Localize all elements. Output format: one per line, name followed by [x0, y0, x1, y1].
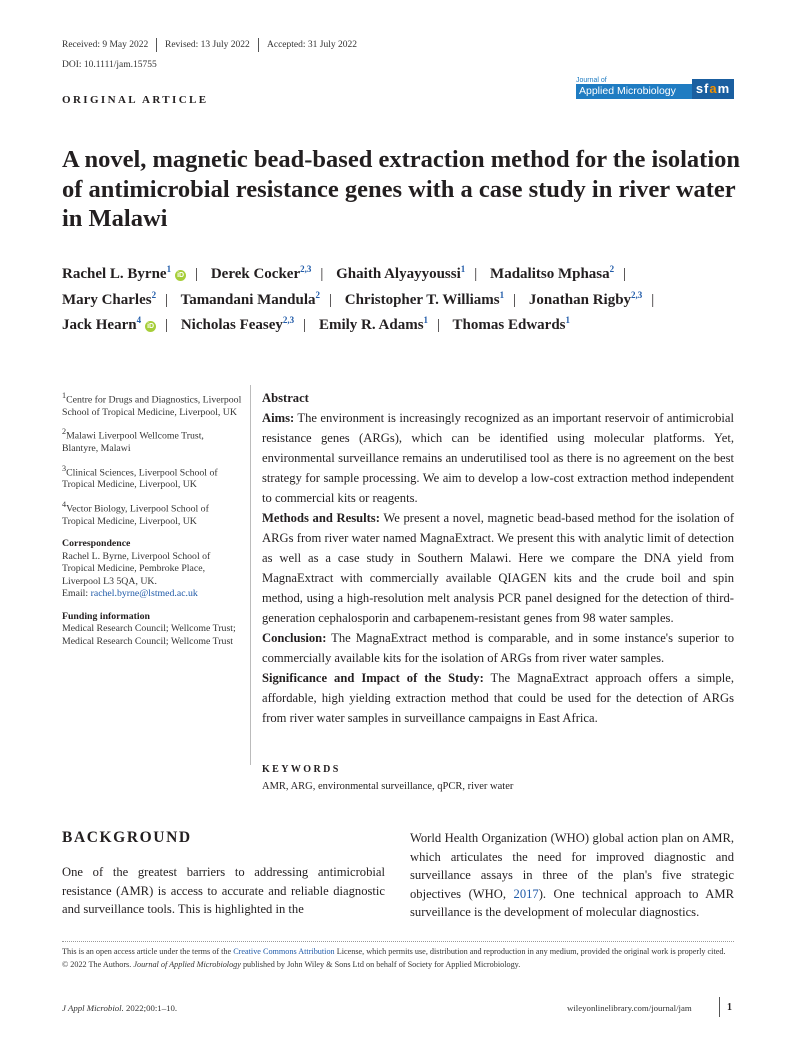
author-separator: | — [623, 266, 627, 282]
affiliation — [62, 426, 242, 455]
affiliation-text: Clinical Sciences, Liverpool School of Tropical Medicine, Liverpool, UK — [62, 466, 218, 491]
background-col2 — [410, 829, 734, 922]
header-separator — [156, 38, 157, 52]
author-name[interactable]: Jonathan Rigby — [528, 291, 632, 308]
author-name[interactable]: Derek Cocker — [210, 266, 301, 282]
journal-logo-top: Journal of — [576, 77, 607, 84]
author-name[interactable]: Mary Charles — [62, 291, 152, 308]
license-footer — [62, 946, 734, 971]
author-separator: | — [320, 266, 324, 282]
copyright-part: published by John Wiley & Sons Ltd on behalf of Society for Applied Microbiology. — [240, 960, 521, 969]
journal-logo[interactable] — [576, 79, 734, 99]
article-title: A novel, magnetic bead-based extraction method for the isolation of antimicrobial resistance genes with a case study in river water in Malawi — [62, 146, 741, 232]
author-name[interactable]: Emily R. Adams — [318, 317, 424, 333]
author-affiliation-mark: 4 — [136, 315, 142, 325]
author-separator: | — [437, 317, 441, 333]
author-separator: | — [165, 291, 169, 308]
author-affiliation-mark: 1 — [423, 315, 429, 325]
author-affiliation-mark: 2 — [151, 289, 157, 300]
abstract-section — [262, 408, 734, 508]
affiliation-number: 2 — [62, 427, 67, 437]
orcid-icon[interactable]: iD — [177, 272, 185, 279]
author-affiliation-mark: 1 — [166, 264, 172, 274]
affiliation — [62, 390, 242, 419]
abstract-section-text: The MagnaExtract method is comparable, and in some instance's superior to commercially available kits for the isolation of ARGs from river water samples. — [262, 631, 735, 665]
author-separator: | — [328, 291, 332, 308]
email-label: Email: — [62, 588, 91, 600]
page-number: 1 — [727, 1002, 732, 1013]
author-separator: | — [165, 317, 169, 333]
journal-url[interactable]: wileyonlinelibrary.com/journal/jam — [567, 1003, 692, 1013]
correspondence — [62, 538, 242, 601]
author-name[interactable]: Jack Hearn — [62, 317, 137, 333]
abstract-section-text: We present a novel, magnetic bead-based method for the isolation of ARGs from river water named MagnaExtract. We present this with analytic limit of detection as well as a case study in Southern Malawi. Here we compare the DNA yield from MagnaExtract with commercially available QIAGEN kits and the crude boil and spin method, using a high-resolution melt analysis PCR panel designed for the detection of third-generation cephalosporin and carbapenem-resistant genes from 98 water samples. — [262, 511, 735, 625]
author-name[interactable]: Nicholas Feasey — [180, 317, 283, 333]
abstract-section-text: The environment is increasingly recognized as an important reservoir of antimicrobial resistance genes (ARGs), which can be identified using molecular platforms. Yet, environmental surveillance remains an underutilised tool as there is no agreement on the best strategy for sample processing. We aim to develop a low-cost extraction method independent to commercial kits or reagents. — [262, 411, 734, 505]
col2-text: World Health Organization (WHO) global action plan on AMR, which articulates the need for improved diagnostic and surveillance assays in three of the plan's five strategic objectives (WHO, — [410, 831, 734, 901]
article-type: ORIGINAL ARTICLE — [62, 94, 209, 106]
abstract-section-label: Methods and Results: — [262, 511, 380, 525]
sfam-logo-icon: sfam — [692, 79, 734, 99]
keywords-text: AMR, ARG, environmental surveillance, qPCR, river water — [262, 781, 514, 792]
footer-divider — [62, 941, 734, 942]
page-separator — [719, 997, 720, 1017]
citation-journal: J Appl Microbiol. — [62, 1003, 124, 1013]
citation-link[interactable]: 2017 — [513, 886, 539, 901]
revised-date: Revised: 13 July 2022 — [165, 40, 250, 50]
affiliations — [62, 390, 242, 528]
affiliation-text: Malawi Liverpool Wellcome Trust, Blantyre, Malawi — [62, 430, 204, 455]
author-affiliation-mark: 1 — [460, 264, 466, 274]
author-separator: | — [195, 266, 199, 282]
affiliation-number: 1 — [62, 391, 67, 400]
author-name[interactable]: Rachel L. Byrne — [62, 266, 167, 282]
author-name[interactable]: Thomas Edwards — [452, 317, 566, 333]
license-text-part: License, which permits use, distribution and reproduction in any medium, provided the original work is properly cited. — [334, 947, 726, 956]
correspondence-email-line — [62, 588, 242, 601]
author-name[interactable]: Tamandani Mandula — [180, 291, 316, 308]
affiliation — [62, 463, 242, 492]
col2-text: ). One technical approach to AMR surveillance is the development of molecular diagnostics. — [410, 886, 734, 920]
license-link[interactable]: Creative Commons Attribution — [233, 947, 335, 956]
author-affiliation-mark: 1 — [565, 315, 570, 325]
funding-text: Medical Research Council; Wellcome Trust; Medical Research Council; Wellcome Trust — [62, 623, 236, 647]
orcid-icon[interactable]: iD — [147, 323, 155, 330]
abstract-section-label: Aims: — [262, 411, 295, 425]
affiliation-number: 4 — [62, 499, 67, 509]
affiliation-number: 3 — [62, 463, 67, 473]
background-col1: One of the greatest barriers to addressing antimicrobial resistance (AMR) is access to accurate and reliable diagnostic and surveillance tools. This is highlighted in the — [62, 865, 385, 917]
author-affiliation-mark: 2 — [315, 289, 320, 300]
author-affiliation-mark: 1 — [499, 289, 505, 300]
license-text — [62, 946, 734, 958]
author-separator: | — [474, 266, 478, 282]
abstract-section — [262, 628, 734, 668]
abstract — [262, 388, 734, 728]
correspondence-heading: Correspondence — [62, 538, 131, 550]
citation-rest: 2022;00:1–10. — [123, 1003, 178, 1013]
author-name[interactable]: Ghaith Alyayyoussi — [336, 266, 461, 282]
left-column — [62, 390, 242, 658]
author-separator: | — [513, 291, 517, 308]
keywords-heading: KEYWORDS — [262, 764, 341, 775]
copyright-text — [62, 959, 734, 971]
abstract-sections — [262, 408, 734, 728]
abstract-section-label: Conclusion: — [262, 631, 327, 645]
author-affiliation-mark: 2 — [609, 264, 615, 274]
author-list — [62, 262, 742, 339]
author-affiliation-mark: 2,3 — [631, 289, 643, 300]
funding-heading: Funding information — [62, 610, 150, 622]
background-heading: BACKGROUND — [62, 829, 192, 846]
abstract-heading: Abstract — [262, 391, 309, 405]
received-date: Received: 9 May 2022 — [62, 40, 149, 50]
header-separator — [258, 38, 259, 52]
funding — [62, 611, 242, 649]
accepted-date: Accepted: 31 July 2022 — [267, 40, 357, 50]
doi[interactable]: DOI: 10.1111/jam.15755 — [62, 60, 157, 70]
abstract-section-label: Significance and Impact of the Study: — [262, 671, 484, 685]
abstract-section — [262, 668, 734, 728]
affiliation-text: Vector Biology, Liverpool School of Tropical Medicine, Liverpool, UK — [62, 503, 209, 527]
correspondence-text: Rachel L. Byrne, Liverpool School of Tropical Medicine, Pembroke Place, Liverpool L3 5QA, UK. — [62, 550, 211, 587]
citation-line — [62, 1003, 177, 1013]
author-affiliation-mark: 2,3 — [282, 315, 295, 325]
abstract-section — [262, 508, 734, 628]
author-affiliation-mark: 2,3 — [300, 264, 312, 274]
email-link[interactable]: rachel.byrne@lstmed.ac.uk — [90, 588, 198, 600]
abstract-section-text: The MagnaExtract approach offers a simple, affordable, high yielding extraction method that could be used for the detection of ARGs from river water samples in surveillance campaigns in East Africa. — [262, 671, 734, 725]
author-name[interactable]: Christopher T. Williams — [344, 291, 500, 308]
copyright-part: © 2022 The Authors. — [62, 960, 134, 969]
journal-logo-name: Applied Microbiology — [576, 84, 692, 99]
author-separator: | — [651, 291, 655, 308]
copyright-journal: Journal of Applied Microbiology — [133, 960, 241, 969]
author-name[interactable]: Madalitso Mphasa — [490, 266, 610, 282]
license-text-part: This is an open access article under the terms of the — [62, 947, 234, 956]
author-separator: | — [303, 317, 307, 333]
affiliation — [62, 499, 242, 528]
affiliation-text: Centre for Drugs and Diagnostics, Liverpool School of Tropical Medicine, Liverpool, UK — [62, 394, 242, 418]
